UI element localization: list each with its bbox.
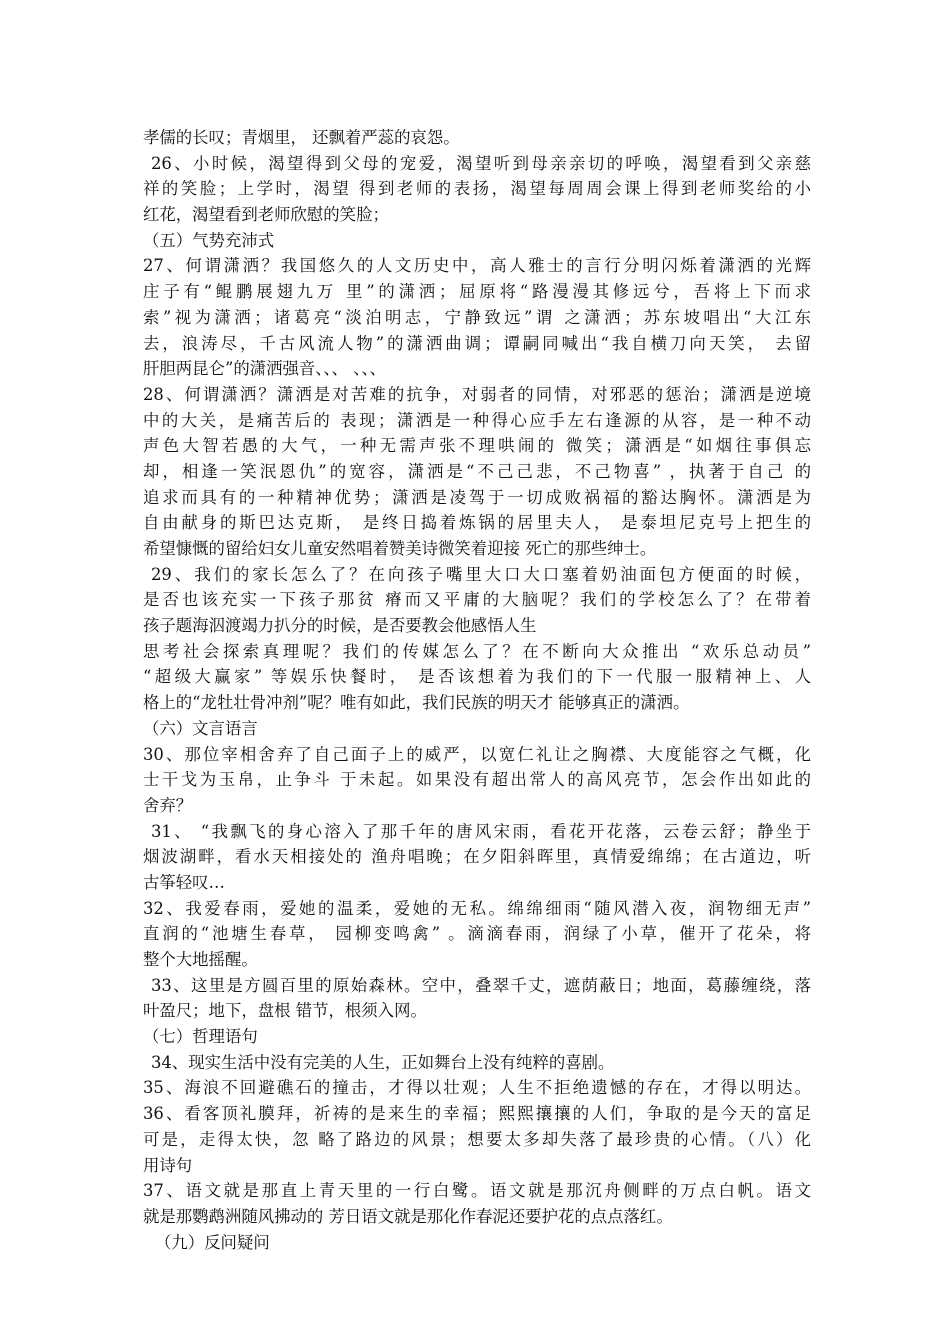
text-line: 是否也该充实一下孩子那贫 瘠而又平庸的大脑呢？我们的学校怎么了？在带着 xyxy=(143,590,811,610)
text-line: 就是那鹦鹉洲随风拂动的 芳日语文就是那化作春泥还要护花的点点落红。 xyxy=(143,1206,673,1226)
text-line: 格上的“龙牡壮骨冲剂”呢？唯有如此，我们民族的明天才 能够真正的潇洒。 xyxy=(143,693,690,713)
text-line: 祥的笑脸；上学时，渴望 得到老师的表扬，渴望每周周会课上得到老师奖给的小 xyxy=(143,179,811,199)
text-line: 35、海浪不回避礁石的撞击，才得以壮观；人生不拒绝遗憾的存在，才得以明达。 xyxy=(143,1078,811,1098)
text-line: 33、这里是方圆百里的原始森林。空中，叠翠千丈，遮荫蔽日；地面，葛藤缠绕，落 xyxy=(151,975,811,995)
text-line: 红花，渴望看到老师欣慰的笑脸； xyxy=(143,205,389,225)
text-line: 孝儒的长叹；青烟里， 还飘着严蕊的哀怨。 xyxy=(143,128,460,147)
text-line: 索”视为潇洒；诸葛亮“淡泊明志，宁静致远”谓 之潇洒；苏东坡唱出“大江东 xyxy=(143,307,811,327)
text-line: 36、看客顶礼膜拜，祈祷的是来生的幸福；熙熙攘攘的人们，争取的是今天的富足 xyxy=(143,1104,811,1124)
text-line: 自由献身的斯巴达克斯， 是终日捣着炼锅的居里夫人， 是泰坦尼克号上把生的 xyxy=(143,513,811,533)
text-line: 烟波湖畔，看水天相接处的 渔舟唱晚；在夕阳斜晖里，真情爱绵绵；在古道边，听 xyxy=(143,847,811,867)
text-line: “超级大赢家” 等娱乐快餐时， 是否该想着为我们的下一代服一服精神上、人 xyxy=(143,667,811,687)
text-line: 32、我爱春雨，爱她的温柔，爱她的无私。绵绵细雨“随风潜入夜，润物细无声” xyxy=(143,898,811,918)
text-line: 直润的“池塘生春草， 园柳变鸣禽” 。滴滴春雨，润绿了小草，催开了花朵，将 xyxy=(143,924,811,944)
text-line: 却，相逢一笑泯恩仇”的宽容，潇洒是“不己己悲，不己物喜” ，执著于自己 的 xyxy=(143,461,811,481)
text-line: 28、何谓潇洒？潇洒是对苦难的抗争，对弱者的同情，对邪恶的惩治；潇洒是逆境 xyxy=(143,384,811,404)
text-line: 可是，走得太快，忽 略了路边的风景；想要太多却失落了最珍贵的心情。（八）化 xyxy=(143,1129,811,1149)
text-line: 古筝轻叹… xyxy=(143,872,225,892)
text-line: 声色大智若愚的大气，一种无需声张不理哄闹的 微笑；潇洒是“如烟往事俱忘 xyxy=(143,436,811,456)
text-line: 中的大关，是痛苦后的 表现；潇洒是一种得心应手左右逢源的从容，是一种不动 xyxy=(143,410,811,430)
text-line: 孩子题海泅渡竭力扒分的时候，是否要教会他感悟人生 xyxy=(143,616,537,636)
text-line: 27、何谓潇洒？我国悠久的人文历史中，高人雅士的言行分明闪烁着潇洒的光辉 xyxy=(143,256,811,276)
section-heading: （五）气势充沛式 xyxy=(143,230,275,250)
text-line: 肝胆两昆仑”的潇洒强音、、、 、、、 xyxy=(143,359,387,379)
text-line: 用诗句 xyxy=(143,1155,193,1175)
text-line: 舍弃？ xyxy=(143,795,193,815)
text-line: 30、那位宰相舍弃了自己面子上的威严，以宽仁礼让之胸襟、大度能容之气概，化 xyxy=(143,744,811,764)
text-line: 追求而具有的一种精神优势；潇洒是凌驾于一切成败祸福的豁达胸怀。潇洒是为 xyxy=(143,487,811,507)
text-line: 29、我们的家长怎么了？在向孩子嘴里大口大口塞着奶油面包方便面的时候， xyxy=(151,564,811,584)
text-line: 37、语文就是那直上青天里的一行白鹭。语文就是那沉舟侧畔的万点白帆。语文 xyxy=(143,1181,811,1201)
section-heading: （九）反问疑问 xyxy=(155,1232,270,1252)
text-line: 整个大地摇醒。 xyxy=(143,950,258,969)
section-heading: （六）文言语言 xyxy=(143,718,258,738)
section-heading: （七）哲理语句 xyxy=(143,1027,258,1047)
text-line: 庄子有“鲲鹏展翅九万 里”的潇洒；屈原将“路漫漫其修远兮，吾将上下而求 xyxy=(143,282,811,302)
text-line: 34、现实生活中没有完美的人生，正如舞台上没有纯粹的喜剧。 xyxy=(151,1052,615,1072)
text-line: 思考社会探索真理呢？我们的传媒怎么了？在不断向大众推出 “欢乐总动员” xyxy=(143,641,811,661)
text-line: 去，浪涛尽，千古风流人物”的潇洒曲调；谭嗣同喊出“我自横刀向天笑， 去留 xyxy=(143,333,811,353)
text-line: 士干戈为玉帛，止争斗 于未起。如果没有超出常人的高风亮节，怎会作出如此的 xyxy=(143,770,811,790)
text-line: 叶盈尺；地下，盘根 错节，根须入网。 xyxy=(143,1001,427,1021)
text-line: 希望慷慨的留给妇女儿童安然唱着赞美诗微笑着迎接 死亡的那些绅士。 xyxy=(143,539,657,558)
text-line: 26、小时候，渴望得到父母的宠爱，渴望听到母亲亲切的呼唤，渴望看到父亲慈 xyxy=(151,153,811,173)
text-line: 31、 “我飘飞的身心溶入了那千年的唐风宋雨，看花开花落，云卷云舒；静坐于 xyxy=(151,821,811,841)
document-page xyxy=(143,125,811,1255)
